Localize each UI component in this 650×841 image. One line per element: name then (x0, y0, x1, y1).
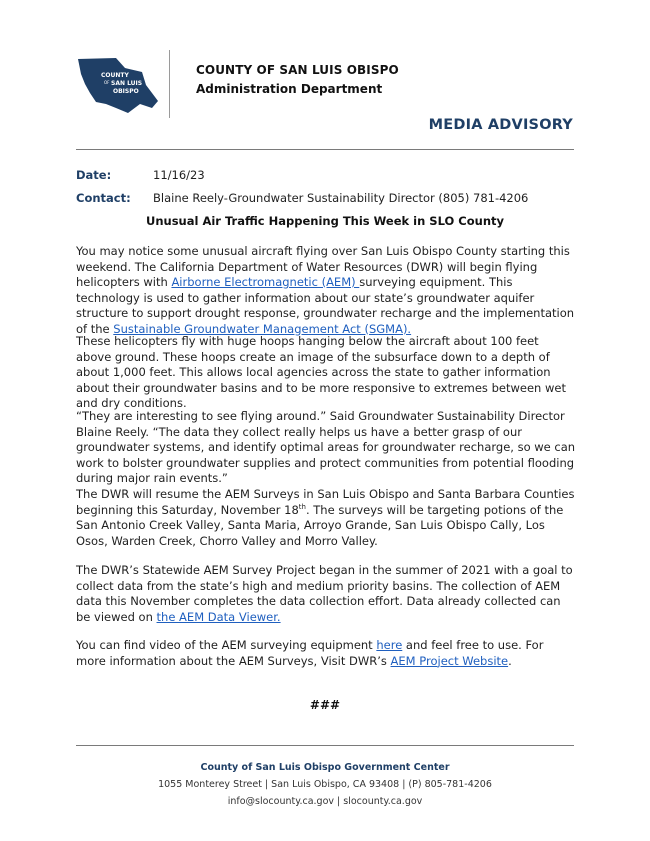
logo-text-of: OF (104, 80, 110, 85)
header-divider (169, 50, 170, 118)
footer-title: County of San Luis Obispo Government Center (200, 762, 450, 773)
logo-text-obispo: OBISPO (113, 88, 139, 95)
logo-text-san-luis: SAN LUIS (111, 80, 143, 87)
header-rule (76, 149, 574, 150)
contact-label: Contact: (76, 191, 131, 205)
headline: Unusual Air Traffic Happening This Week in SLO County (146, 214, 504, 228)
footer-address: 1055 Monterey Street | San Luis Obispo, CA 93408 | (P) 805-781-4206 (158, 779, 492, 790)
footer-contact: info@slocounty.ca.gov | slocounty.ca.gov (227, 796, 423, 807)
aem-link[interactable]: Airborne Electromagnetic (AEM) (171, 275, 360, 289)
county-logo (76, 55, 158, 113)
paragraph-hoops: These helicopters fly with huge hoops hanging below the aircraft about 100 feet above ground. These hoops create an image of the subsurface down to a depth of about 1,000 feet. This allows local agencies across the state to gather information about their groundwater basins and to be more responsive to extremes between wet and dry conditions. (76, 334, 566, 410)
paragraph-project: The DWR’s Statewide AEM Survey Project began in the summer of 2021 with a goal to collect data from the state’s high and medium priority basins. The collection of AEM data this November completes the data collection effort. Data already collected can be viewed on the AEM Data Viewer. (76, 563, 573, 624)
date-label: Date: (76, 168, 112, 182)
aem-project-website-link[interactable]: AEM Project Website (390, 653, 509, 668)
org-name: COUNTY OF SAN LUIS OBISPO (196, 63, 399, 77)
date-value: 11/16/23 (153, 168, 205, 182)
paragraph-intro: You may notice some unusual aircraft flying over San Luis Obispo County starting this weekend. The California Department of Water Resources (DWR) will begin flying helicopters with Airborne Electromagnetic (AEM) surveying equipment. This technology is used to gather information about our state’s groundwater aquifer structure to support drought response, groundwater recharge and the implementation of the Sustainable Groundwater Management Act (SGMA). (76, 244, 575, 336)
advisory-title: MEDIA ADVISORY (428, 117, 573, 133)
department-name: Administration Department (196, 82, 383, 96)
sgma-link[interactable]: Sustainable Groundwater Management Act (SGMA). (113, 321, 412, 336)
contact-value: Blaine Reely-Groundwater Sustainability Director (805) 781-4206 (153, 191, 529, 205)
end-marker: ### (309, 698, 341, 712)
aem-data-viewer-link[interactable]: the AEM Data Viewer. (156, 609, 281, 624)
footer-rule (76, 745, 574, 746)
paragraph-schedule: The DWR will resume the AEM Surveys in San Luis Obispo and Santa Barbara Counties beginning this Saturday, November 18th. The surveys will be targeting potions of the San Antonio Creek Valley, Santa Maria, Arroyo Grande, San Luis Obispo Cally, Los Osos, Warden Creek, Chorro Valley and Morro Valley. (76, 487, 575, 548)
paragraph-video: You can find video of the AEM surveying equipment here and feel free to use. For more information about the AEM Surveys, Visit DWR’s AEM Project Website. (76, 638, 544, 668)
video-here-link[interactable]: here (376, 638, 403, 652)
paragraph-quote: “They are interesting to see flying around.” Said Groundwater Sustainability Director Blaine Reely. “The data they collect really helps us have a better grasp of our groundwater systems, and identify optimal areas for groundwater recharge, so we can work to bolster groundwater supplies and protect communities from potential flooding during major rain events.” (76, 409, 576, 485)
logo-text-county: COUNTY (101, 72, 129, 79)
